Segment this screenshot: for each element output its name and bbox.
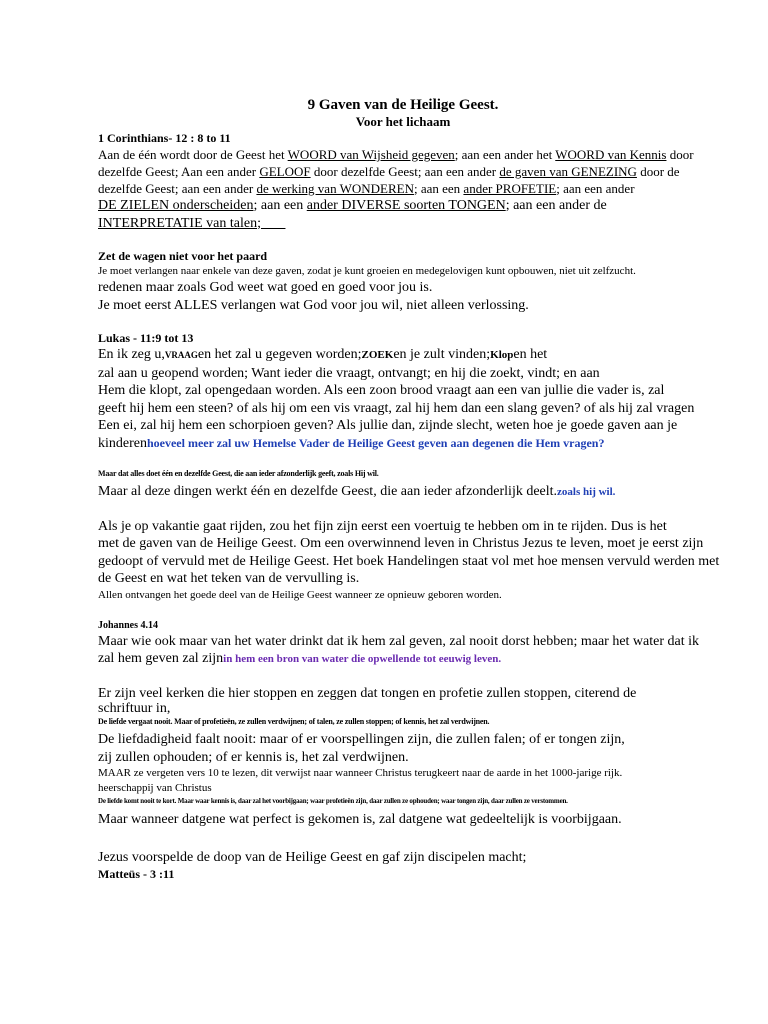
paragraph-line: zal aan u geopend worden; Want ieder die vraagt, ontvangt; en hij die zoekt, vindt; en aan [98, 365, 600, 381]
paragraph-line: zal hem geven zal zijnin hem een bron van water die opwellende tot eeuwig leven. [98, 651, 502, 666]
scripture-reference: Matteüs - 3 :11 [98, 867, 175, 881]
paragraph-line: DE ZIELEN onderscheiden; aan een ander DIVERSE soorten TONGEN; aan een ander de [98, 198, 607, 213]
paragraph-line: Je moet verlangen naar enkele van deze gaven, zodat je kunt groeien en medegelovigen kunt opbouwen, niet uit zelfzucht. [98, 265, 636, 277]
paragraph-line: redenen maar zoals God weet wat goed en goed voor jou is. [98, 280, 433, 295]
paragraph-line: de Geest en wat het teken van de vervulling is. [98, 571, 360, 586]
paragraph-line: Maar wanneer datgene wat perfect is gekomen is, zal datgene wat gedeeltelijk is voorbijgaan. [98, 812, 622, 827]
paragraph-line: dezelfde Geest; Aan een ander GELOOF door dezelfde Geest; aan een ander de gaven van GENEZING door de [98, 164, 680, 179]
page-title: 9 Gaven van de Heilige Geest. [307, 97, 499, 113]
section-heading: Zet de wagen niet voor het paard [98, 249, 268, 263]
scripture-reference: Johannes 4.14 [98, 619, 159, 631]
paragraph-line: De liefdadigheid faalt nooit: maar of er voorspellingen zijn, die zullen falen; of er tongen zijn, [98, 732, 625, 747]
paragraph-line: En ik zeg u,VRAAGen het zal u gegeven worden;ZOEKen je zult vinden;Klopen het [98, 347, 548, 362]
paragraph-line: Een ei, zal hij hem een schorpioen geven? Als jullie dan, zijnde slecht, weten hoe je goede gaven aan je [98, 418, 678, 433]
footnote-verse: De liefde vergaat nooit. Maar of profetieën, ze zullen verdwijnen; of talen, ze zullen stoppen; of kennis, het zal verdwijnen. [98, 717, 490, 726]
document-page [98, 96, 728, 882]
paragraph-line: Hem die klopt, zal opengedaan worden. Als een zoon brood vraagt aan een van jullie die vader is, zal [98, 383, 665, 398]
paragraph-line: MAAR ze vergeten vers 10 te lezen, dit verwijst naar wanneer Christus terugkeert naar de aarde in het 1000-jarige rijk. [98, 767, 623, 779]
paragraph-line: Als je op vakantie gaat rijden, zou het fijn zijn eerst een voertuig te hebben om in te rijden. Dus is het [98, 518, 667, 534]
paragraph-line: Je moet eerst ALLES verlangen wat God voor jou wil, niet alleen verlossing. [98, 297, 529, 313]
paragraph-line: zij zullen ophouden; of er kennis is, het zal verdwijnen. [98, 749, 409, 765]
paragraph-line: Allen ontvangen het goede deel van de Heilige Geest wanneer ze opnieuw geboren worden. [98, 588, 502, 601]
paragraph-line: Jezus voorspelde de doop van de Heilige Geest en gaf zijn discipelen macht; [98, 849, 527, 865]
footnote-verse: De liefde komt nooit te kort. Maar waar kennis is, daar zal het voorbijgaan; waar profetieën zijn, daar zullen ze ophouden; waar tongen zijn, daar zullen ze verstommen. [98, 797, 568, 805]
paragraph-line: Aan de één wordt door de Geest het WOORD van Wijsheid gegeven; aan een ander het WOORD van Kennis door [98, 147, 694, 162]
paragraph-line: gedoopt of vervuld met de Heilige Geest. Het boek Handelingen staat vol met hoe mensen vervuld werden met [98, 553, 720, 569]
footnote-verse: Maar dat alles doet één en dezelfde Geest, die aan ieder afzonderlijk geeft, zoals Hij wil. [98, 469, 379, 478]
paragraph-line: Maar al deze dingen werkt één en dezelfde Geest, die aan ieder afzonderlijk deelt.zoals hij wil. [98, 484, 616, 499]
paragraph-line: dezelfde Geest; aan een ander de werking van WONDEREN; aan een ander PROFETIE; aan een ander [98, 181, 635, 196]
paragraph-line: heerschappij van Christus [98, 782, 212, 794]
paragraph-line: schriftuur in, [98, 701, 171, 716]
paragraph-line: Er zijn veel kerken die hier stoppen en zeggen dat tongen en profetie zullen stoppen, citerend de [98, 685, 637, 701]
paragraph-line: Maar wie ook maar van het water drinkt dat ik hem zal geven, zal nooit dorst hebben; maar het water dat ik [98, 633, 700, 649]
paragraph-line: INTERPRETATIE van talen; [98, 215, 261, 231]
paragraph-line: geeft hij hem een steen? of als hij om een vis vraagt, zal hij hem dan een slang geven? of als hij zal vragen [98, 400, 695, 416]
scripture-reference: Lukas - 11:9 tot 13 [98, 331, 194, 345]
scripture-reference: 1 Corinthians- 12 : 8 to 11 [98, 131, 231, 145]
page-subtitle: Voor het lichaam [355, 114, 451, 129]
paragraph-line: kinderenhoeveel meer zal uw Hemelse Vader de Heilige Geest geven aan degenen die Hem vragen? [98, 435, 605, 451]
paragraph-line: met de gaven van de Heilige Geest. Om een overwinnend leven in Christus Jezus te leven, moet je eerst zijn [98, 536, 704, 551]
